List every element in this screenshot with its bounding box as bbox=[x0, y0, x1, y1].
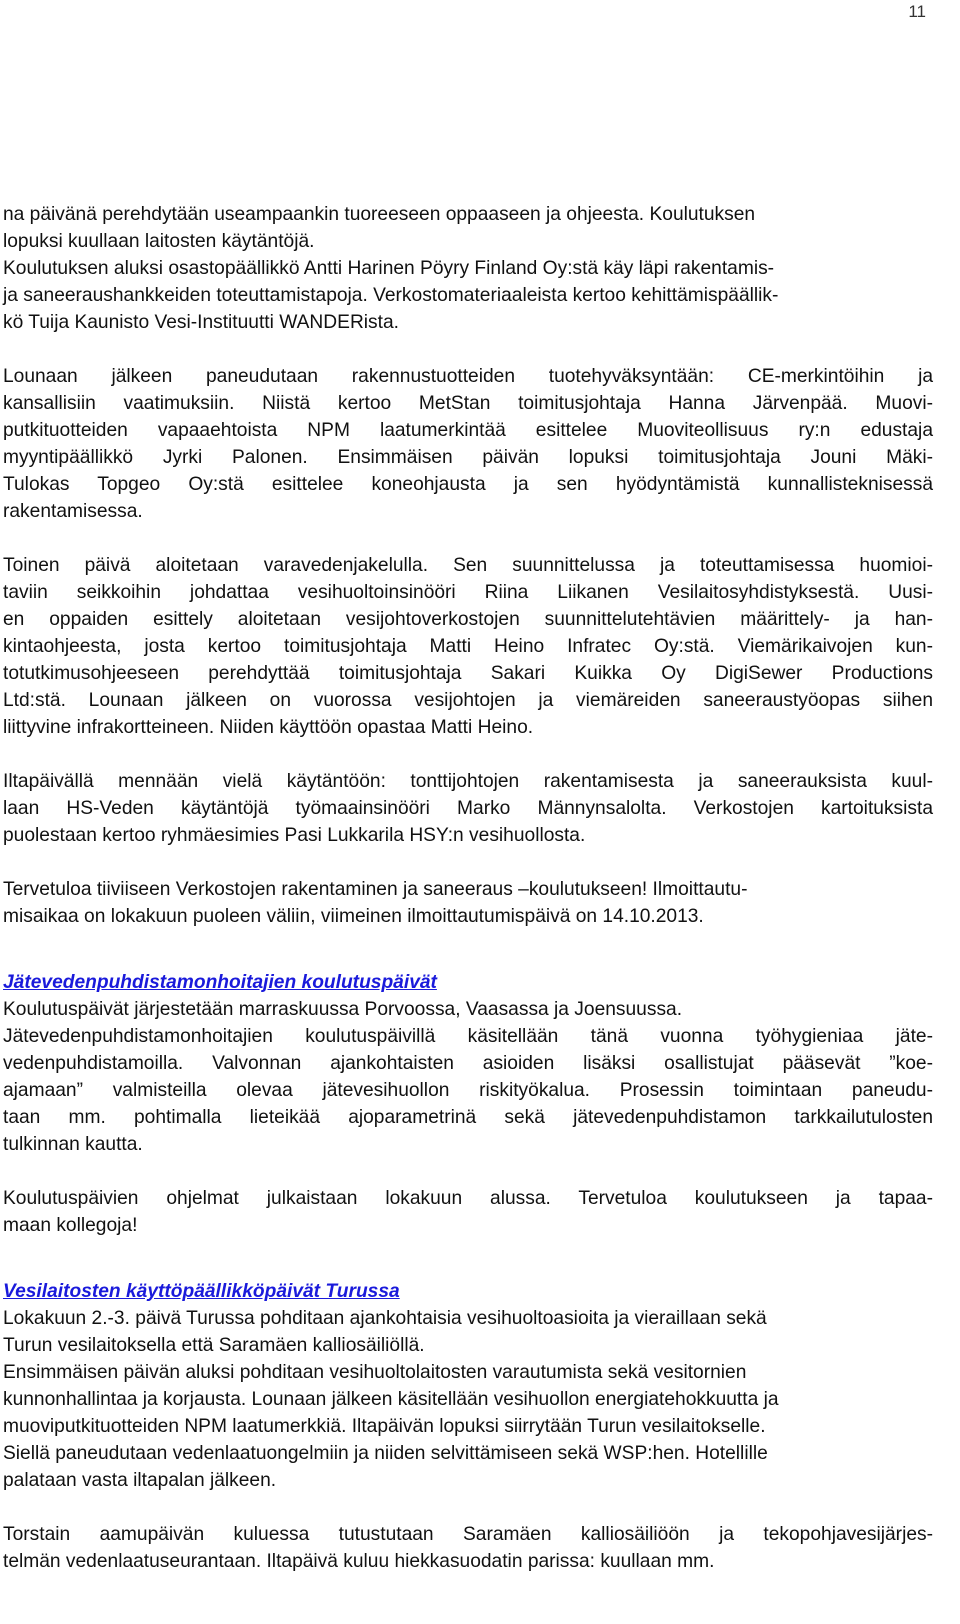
text-line: en oppaiden esittely aloitetaan vesijohtoverkostojen suunnittelutehtävien määrittely- ja han- bbox=[3, 609, 933, 630]
text-line: Ltd:stä. Lounaan jälkeen on vuorossa vesijohtojen ja viemäreiden saneeraustyöopas siihen bbox=[3, 690, 933, 711]
text-line: taan mm. pohtimalla lieteikää ajoparametrinä sekä jätevedenpuhdistamon tarkkailutulosten bbox=[3, 1107, 933, 1128]
paragraph bbox=[3, 1185, 933, 1239]
text-line: Jätevedenpuhdistamonhoitajien koulutuspäivillä käsitellään tänä vuonna työhygieniaa jäte- bbox=[3, 1026, 933, 1047]
text-line: maan kollegoja! bbox=[3, 1215, 138, 1236]
paragraph-spacer bbox=[3, 849, 933, 876]
text-line: myyntipäällikkö Jyrki Palonen. Ensimmäisen päivän lopuksi toimitusjohtaja Jouni Mäki- bbox=[3, 447, 933, 468]
text-line: Torstain aamupäivän kuluessa tutustutaan Saramäen kalliosäiliöön ja tekopohjavesijärjes- bbox=[3, 1524, 933, 1545]
text-line: laan HS-Veden käytäntöjä työmaainsinööri Marko Männynsalolta. Verkostojen kartoituksista bbox=[3, 798, 933, 819]
text-line: kintaohjeesta, josta kertoo toimitusjohtaja Matti Heino Infratec Oy:stä. Viemärikaivojen kun- bbox=[3, 636, 933, 657]
text-line: putkituotteiden vapaaehtoista NPM laatumerkintää esittelee Muoviteollisuus ry:n edustaja bbox=[3, 420, 933, 441]
paragraph-spacer bbox=[3, 525, 933, 552]
text-line: totutkimusohjeeseen perehdyttää toimitusjohtaja Sakari Kuikka Oy DigiSewer Productions bbox=[3, 663, 933, 684]
paragraph-spacer bbox=[3, 930, 933, 969]
text-line: misaikaa on lokakuun puoleen väliin, viimeinen ilmoittautumispäivä on 14.10.2013. bbox=[3, 906, 704, 927]
text-line: Ensimmäisen päivän aluksi pohditaan vesihuoltolaitosten varautumista sekä vesitornien bbox=[3, 1362, 747, 1383]
text-line: Toinen päivä aloitetaan varavedenjakelulla. Sen suunnittelussa ja toteuttamisessa huomioi- bbox=[3, 555, 933, 576]
text-line: Lounaan jälkeen paneudutaan rakennustuotteiden tuotehyväksyntään: CE-merkintöihin ja bbox=[3, 366, 933, 387]
text-line: rakentamisessa. bbox=[3, 501, 143, 522]
text-line: tulkinnan kautta. bbox=[3, 1134, 143, 1155]
text-line: Turun vesilaitoksella että Saramäen kalliosäiliöllä. bbox=[3, 1335, 425, 1356]
text-line: ajamaan” valmisteilla olevaa jätevesihuollon riskityökalua. Prosessin toimintaan paneudu- bbox=[3, 1080, 933, 1101]
text-line: lopuksi kuullaan laitosten käytäntöjä. bbox=[3, 231, 315, 252]
text-line: muoviputkituotteiden NPM laatumerkkiä. Iltapäivän lopuksi siirrytään Turun vesilaitokselle. bbox=[3, 1416, 766, 1437]
paragraph bbox=[3, 363, 933, 525]
text-line: Tulokas Topgeo Oy:stä esittelee koneohjausta ja sen hyödyntämistä kunnallisteknisessä bbox=[3, 474, 933, 495]
paragraph-spacer bbox=[3, 336, 933, 363]
text-line: Lokakuun 2.-3. päivä Turussa pohditaan ajankohtaisia vesihuoltoasioita ja vieraillaan sekä bbox=[3, 1308, 767, 1329]
text-line: kunnonhallintaa ja korjausta. Lounaan jälkeen käsitellään vesihuollon energiatehokkuutta ja bbox=[3, 1389, 779, 1410]
text-line: Siellä paneudutaan vedenlaatuongelmiin ja niiden selvittämiseen sekä WSP:hen. Hotellille bbox=[3, 1443, 768, 1464]
text-line: kansallisiin vaatimuksiin. Niistä kertoo MetStan toimitusjohtaja Hanna Järvenpää. Muovi- bbox=[3, 393, 933, 414]
text-line: palataan vasta iltapalan jälkeen. bbox=[3, 1470, 277, 1491]
text-line: kö Tuija Kaunisto Vesi-Instituutti WANDERista. bbox=[3, 312, 399, 333]
paragraph-spacer bbox=[3, 1494, 933, 1521]
text-line: taviin seikkoihin johdattaa vesihuoltoinsinööri Riina Liikanen Vesilaitosyhdistyksestä. Uusi- bbox=[3, 582, 933, 603]
paragraph bbox=[3, 1521, 933, 1575]
text-line: Koulutuspäivät järjestetään marraskuussa Porvoossa, Vaasassa ja Joensuussa. bbox=[3, 999, 683, 1020]
text-line: Koulutuspäivien ohjelmat julkaistaan lokakuun alussa. Tervetuloa koulutukseen ja tapaa- bbox=[3, 1188, 933, 1209]
text-line: puolestaan kertoo ryhmäesimies Pasi Lukkarila HSY:n vesihuollosta. bbox=[3, 825, 586, 846]
text-line: Tervetuloa tiiviiseen Verkostojen rakentaminen ja saneeraus –koulutukseen! Ilmoittautu- bbox=[3, 879, 748, 900]
paragraph-spacer bbox=[3, 1239, 933, 1278]
section-heading-link[interactable]: Vesilaitosten käyttöpäällikköpäivät Turussa bbox=[3, 1281, 400, 1302]
paragraph-spacer bbox=[3, 1158, 933, 1185]
paragraph bbox=[3, 1305, 933, 1494]
text-line: na päivänä perehdytään useampaankin tuoreeseen oppaaseen ja ohjeesta. Koulutuksen bbox=[3, 204, 756, 225]
text-line: telmän vedenlaatuseurantaan. Iltapäivä kuluu hiekkasuodatin parissa: kuullaan mm. bbox=[3, 1551, 715, 1572]
paragraph bbox=[3, 768, 933, 849]
text-line: liittyvine infrakortteineen. Niiden käyttöön opastaa Matti Heino. bbox=[3, 717, 534, 738]
text-line: Iltapäivällä mennään vielä käytäntöön: tonttijohtojen rakentamisesta ja saneerauksista kuul- bbox=[3, 771, 933, 792]
page-number: 11 bbox=[908, 2, 926, 21]
text-line: ja saneeraushankkeiden toteuttamistapoja. Verkostomateriaaleista kertoo kehittämispäällik- bbox=[3, 285, 779, 306]
paragraph-spacer bbox=[3, 741, 933, 768]
paragraph bbox=[3, 201, 933, 336]
section-heading-link[interactable]: Jätevedenpuhdistamonhoitajien koulutuspäivät bbox=[3, 972, 437, 993]
document-body bbox=[3, 201, 933, 1575]
paragraph bbox=[3, 996, 933, 1158]
text-line: Koulutuksen aluksi osastopäällikkö Antti Harinen Pöyry Finland Oy:stä käy läpi rakentamis- bbox=[3, 258, 775, 279]
paragraph bbox=[3, 876, 933, 930]
text-line: vedenpuhdistamoilla. Valvonnan ajankohtaisten asioiden lisäksi osallistujat pääsevät ”koe- bbox=[3, 1053, 933, 1074]
paragraph bbox=[3, 552, 933, 741]
